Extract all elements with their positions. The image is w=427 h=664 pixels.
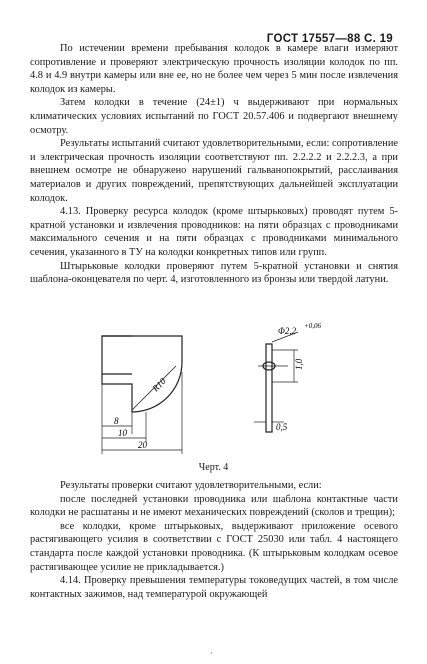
dim-10: 10 <box>118 428 127 438</box>
dim-8: 8 <box>114 416 119 426</box>
dim-tol: +0,06 <box>304 322 321 330</box>
dim-phi: Φ2,2 <box>278 326 297 336</box>
text-block-bottom <box>30 479 398 601</box>
page-header: ГОСТ 17557—88 С. 19 <box>266 33 393 45</box>
dim-05: 0,5 <box>276 422 288 432</box>
paragraph: Штырьковые колодки проверяют путем 5-кратной установки и снятия шаблона-оконцевателя по черт. 4, изготовленного из бронзы или твердой латуни. <box>30 260 398 286</box>
text-block-top <box>30 42 398 287</box>
dim-20: 20 <box>138 440 147 450</box>
template-part <box>102 336 182 412</box>
paragraph: Результаты проверки считают удовлетворительными, если: <box>60 480 322 491</box>
paragraph: Затем колодки в течение (24±1) ч выдерживают при нормальных климатических условиях испытаний по ГОСТ 20.57.406 и подвергают внешнему осмотру. <box>30 97 398 136</box>
figure-caption: Черт. 4 <box>198 462 229 473</box>
side-view <box>254 332 298 432</box>
dim-1: 1,0 <box>294 358 304 370</box>
radius-label: R10 <box>150 376 168 394</box>
paragraph: По истечении времени пребывания колодок в камере влаги измеряют сопротивление и проверяют электрическую прочность изоляции колодок по пп. 4.8 и 4.9 внутри камеры или вне ее, но не более чем через 5 мин после извлечения колодок из камеры. <box>30 43 398 95</box>
page-mark: · <box>210 649 213 658</box>
paragraph: 4.14. Проверку превышения температуры токоведущих частей, в том числе контактных зажимов, над температурой окружающей <box>30 575 398 600</box>
paragraph: 4.13. Проверку ресурса колодок (кроме штырьковых) проводят путем 5-кратной установки и извлечения проводников: на пяти образцах с проводниками максимального сечения и на пяти образцах с проводниками минимального сечения, указанного в ТУ на колодки конкретных типов или групп. <box>30 206 398 258</box>
paragraph: все колодки, кроме штырьковых, выдерживают приложение осевого растягивающего усилия в соответствии с ГОСТ 25030 или табл. 4 настоящего стандарта после каждой установки проводника. (К штырьковым колодкам осевое растягивающее усилие не прикладывается.) <box>30 520 398 573</box>
figure-drawing <box>88 322 348 472</box>
paragraph: после последней установки проводника или шаблона контактные части колодки не расшатаны и не имеют механических повреждений (сколов и трещин); <box>30 493 398 519</box>
paragraph: Результаты испытаний считают удовлетворительными, если: сопротивление и электрическая прочность изоляции соответствуют пп. 2.2.2.2 и 2.2.2.3, а при внешнем осмотре не обнаружено нарушений гальванопокрытий, расслаивания материалов и других повреждений, препятствующих дальнейшей эксплуатации колодок. <box>30 138 398 204</box>
